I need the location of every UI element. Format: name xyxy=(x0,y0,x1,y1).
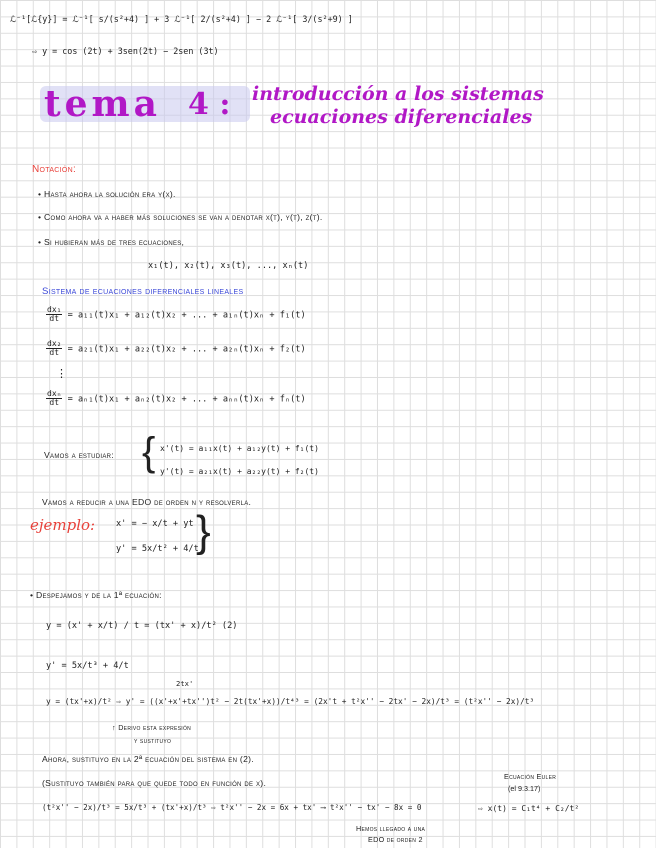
final-line-1: Ahora, sustituyo en la 2ª ecuación del sistema en (2). xyxy=(42,754,255,764)
arrow-icon: ⇨ xyxy=(32,46,38,56)
title-line1: introducción a los sistemas xyxy=(252,83,544,105)
study-brace: { xyxy=(142,430,156,474)
title-line2: ecuaciones diferenciales xyxy=(270,106,533,128)
solve-note-2: y sustituyo xyxy=(134,736,172,745)
solve-note-1: ↑ Derivo esta expresión xyxy=(112,723,192,732)
notation-bullet-3: • Si hubieran más de tres ecuaciones, xyxy=(38,237,185,247)
study-eq-2: y'(t) = a₂₁x(t) + a₂₂y(t) + f₂(t) xyxy=(160,467,319,476)
solve-y-long: y = (tx'+x)/t² ⇨ y' = ((x'+x'+tx'')t² − 2t(tx'+x))/t⁴³ = (2x't + t²x'' − 2tx' − 2x)/t³ = (t²x'' − 2x)/t³ xyxy=(46,697,535,706)
notation-heading: Notación: xyxy=(32,164,77,175)
notation-bullet-2: • Como ahora va a haber más soluciones se van a denotar x(t), y(t), z(t). xyxy=(38,212,323,222)
final-equation: (t²x'' − 2x)/t³ = 5x/t³ + (tx'+x)/t³ ⇨ t²x'' − 2x = 6x + tx' ⟶ t²x'' − tx' − 8x = 0 xyxy=(42,803,422,812)
system-eq-1: $\frac{\text{dx₁}}{dt}$ = a₁₁(t)x₁ + a₁₂(t)x₂ + ... + a₁ₙ(t)xₙ + f₁(t) xyxy=(47,305,306,324)
notation-sequence: x₁(t), x₂(t), x₃(t), ..., xₙ(t) xyxy=(148,261,309,271)
tema-number: 4 : xyxy=(188,87,231,122)
study-eq-1: x'(t) = a₁₁x(t) + a₁₂y(t) + f₁(t) xyxy=(160,444,319,453)
solve-annotation: 2tx' xyxy=(176,679,194,688)
solve-y-eq: y = (x' + x/t) / t = (tx' + x)/t² (2) xyxy=(46,621,238,631)
example-label: ejemplo: xyxy=(30,516,96,534)
final-note-1: Hemos llegado a una xyxy=(356,824,426,833)
tema-label: tema xyxy=(44,83,161,125)
eq1-fraction: $\frac{\text{dx₁}}{dt}$ xyxy=(47,305,62,324)
system-eq-2: $\frac{\text{dx₂}}{dt}$ = a₂₁(t)x₁ + a₂₂(t)x₂ + ... + a₂ₙ(t)xₙ + f₂(t) xyxy=(47,339,306,358)
notation-bullet-1: • Hasta ahora la solución era y(x). xyxy=(38,189,176,199)
example-brace: } xyxy=(196,507,211,556)
example-eq-1: x' = − x/t + yt xyxy=(116,519,194,529)
solution-line xyxy=(32,47,219,57)
solve-intro: • Despejamos y de la 1ª ecuación: xyxy=(30,590,162,600)
final-line-2: (Sustituyo también para que quede todo en función de x). xyxy=(42,778,267,788)
final-solution: ⇨ x(t) = C₁t⁴ + C₂/t² xyxy=(478,804,580,813)
example-eq-2: y' = 5x/t² + 4/t xyxy=(116,544,199,554)
eqn-fraction: $\frac{\text{dxₙ}}{dt}$ xyxy=(47,389,62,408)
final-note-2: EDO de orden 2 xyxy=(368,835,423,844)
system-eq-n: $\frac{\text{dxₙ}}{dt}$ = aₙ₁(t)x₁ + aₙ₂(t)x₂ + ... + aₙₙ(t)xₙ + fₙ(t) xyxy=(47,389,306,408)
study-reduce: Vamos a reducir a una EDO de orden n y resolverla. xyxy=(42,497,252,507)
title-block xyxy=(0,72,656,152)
eq2-fraction: $\frac{\text{dx₂}}{dt}$ xyxy=(47,339,62,358)
euler-ref: (el 9.3.17) xyxy=(508,784,541,793)
euler-label: Ecuación Euler xyxy=(504,772,557,781)
system-dots: ⋮ xyxy=(56,368,67,380)
solution-text: y = cos (2t) + 3sen(2t) − 2sen (3t) xyxy=(42,46,219,56)
study-label: Vamos a estudiar: xyxy=(44,450,115,460)
laplace-line: ℒ⁻¹[ℒ{y}] = ℒ⁻¹[ s/(s²+4) ] + 3 ℒ⁻¹[ 2/(s²+4) ] − 2 ℒ⁻¹[ 3/(s²+9) ] xyxy=(10,14,353,24)
system-heading: Sistema de ecuaciones diferenciales lineales xyxy=(42,286,244,297)
solve-yprime-eq: y' = 5x/t³ + 4/t xyxy=(46,661,129,671)
